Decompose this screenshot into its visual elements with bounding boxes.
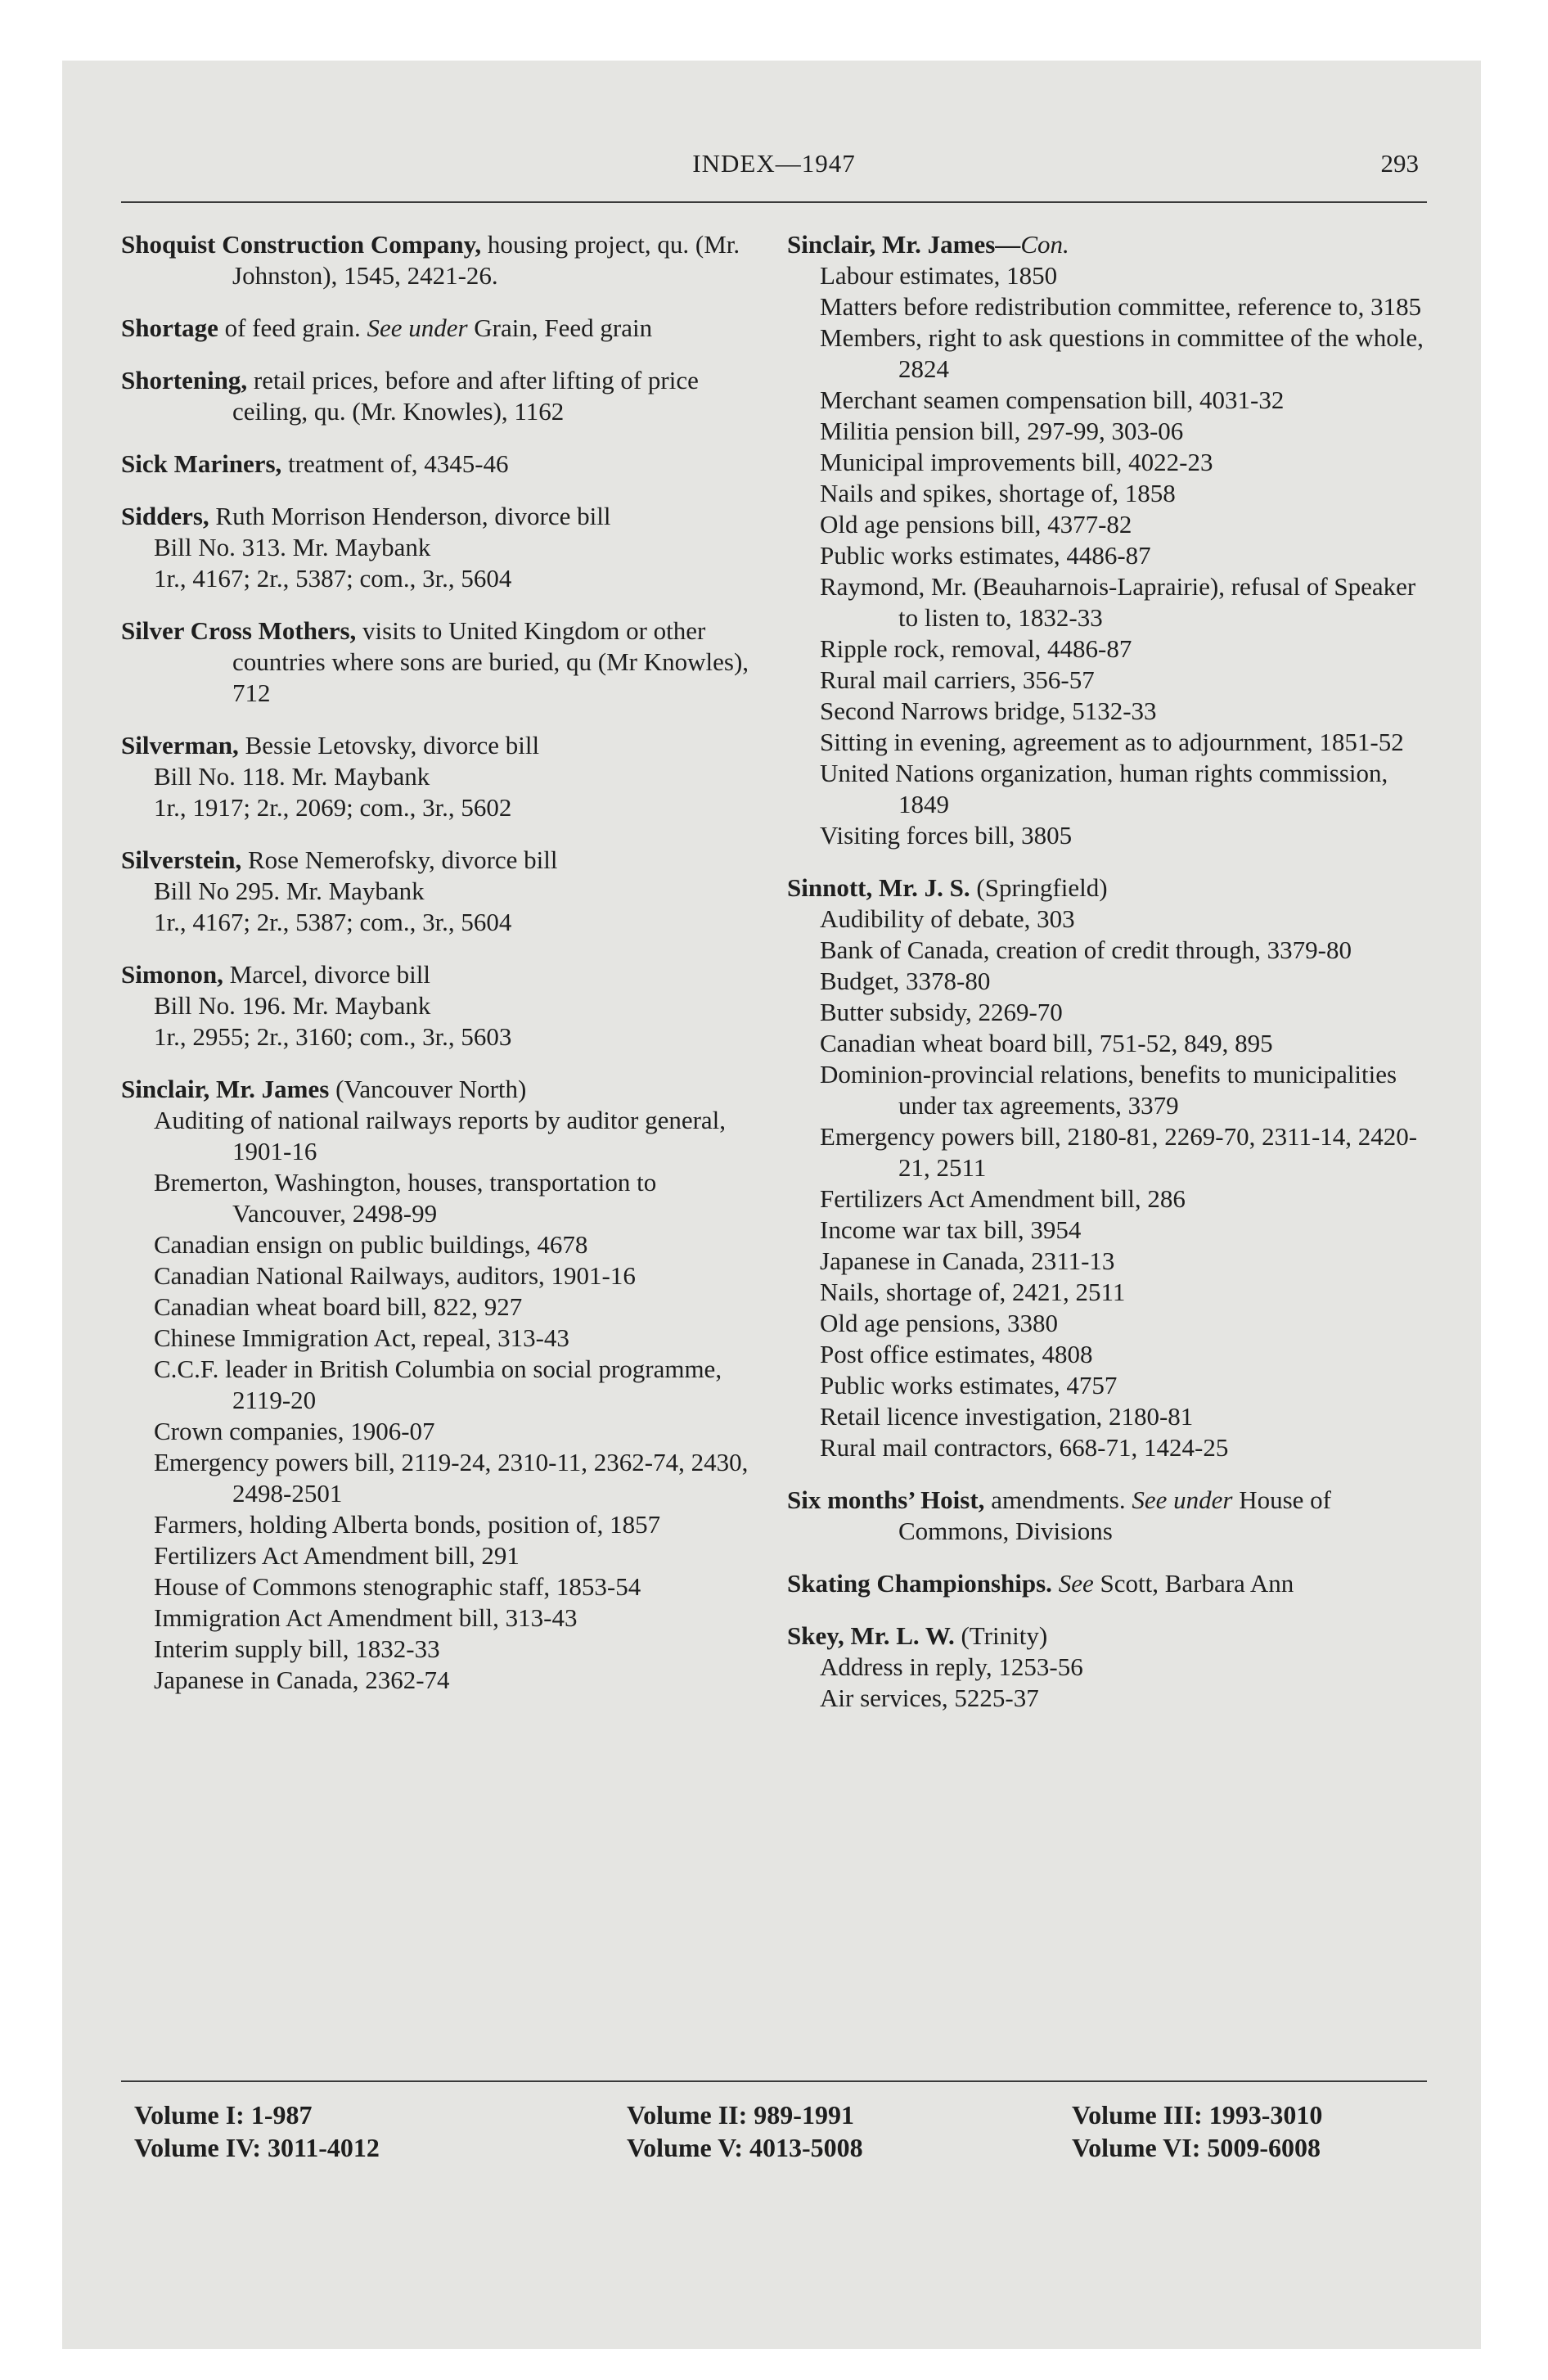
page-header [121, 149, 1427, 198]
index-entry [121, 730, 759, 823]
subentry: Militia pension bill, 297-99, 303-06 [820, 417, 1184, 445]
volume-4-range: Volume IV: 3011-4012 [134, 2133, 380, 2162]
subentry: Bank of Canada, creation of credit through, 3379-80 [820, 935, 1352, 964]
entry-term: Sinclair, Mr. James— [787, 230, 1021, 259]
page-number: 293 [1380, 149, 1419, 178]
volume-1-range: Volume I: 1-987 [134, 2100, 313, 2130]
subentry: Public works estimates, 4757 [820, 1371, 1118, 1400]
footer-rule [121, 2080, 1427, 2082]
subentry: Auditing of national railways reports by auditor general, 1901-16 [154, 1106, 727, 1165]
volume-5-range: Volume V: 4013-5008 [627, 2133, 863, 2162]
entry-term: Sinnott, Mr. J. S. [787, 873, 970, 902]
entry-text: visits to United Kingdom or other countries where sons are buried, qu (Mr Knowles), 712 [232, 616, 749, 707]
index-entry [121, 959, 759, 1053]
subentry: Emergency powers bill, 2119-24, 2310-11, 2362-74, 2430, 2498-2501 [154, 1448, 749, 1508]
entry-term: Sick Mariners, [121, 449, 282, 478]
entry-text: housing project, qu. (Mr. Johnston), 1545, 2421-26. [232, 230, 740, 290]
volume-legend-col-2 [627, 2098, 863, 2164]
subentry: Canadian wheat board bill, 822, 927 [154, 1292, 523, 1321]
subentry: Post office estimates, 4808 [820, 1340, 1093, 1368]
bill-detail-line: Bill No. 118. Mr. Maybank [154, 762, 430, 791]
entry-heading [121, 365, 759, 427]
bill-detail-line: 1r., 4167; 2r., 5387; com., 3r., 5604 [154, 908, 512, 936]
subentry: Income war tax bill, 3954 [820, 1215, 1082, 1244]
subentry: Address in reply, 1253-56 [820, 1652, 1083, 1681]
header-rule [121, 201, 1427, 203]
entry-heading [121, 229, 759, 291]
subentry: Farmers, holding Alberta bonds, position of, 1857 [154, 1510, 661, 1539]
entry-text [1052, 1569, 1059, 1598]
subentry: Fertilizers Act Amendment bill, 291 [154, 1541, 520, 1570]
subentry: Crown companies, 1906-07 [154, 1417, 435, 1445]
entry-text: Marcel, divorce bill [223, 960, 430, 989]
subentry: Second Narrows bridge, 5132-33 [820, 696, 1157, 725]
index-entry [787, 229, 1425, 851]
subentry: Air services, 5225-37 [820, 1684, 1039, 1712]
index-entry [787, 1620, 1425, 1714]
entry-text: Bessie Letovsky, divorce bill [238, 731, 540, 760]
subentry: Dominion-provincial relations, benefits to municipalities under tax agreements, 3379 [820, 1060, 1397, 1120]
subentry: Immigration Act Amendment bill, 313-43 [154, 1603, 578, 1632]
subentry: Retail licence investigation, 2180-81 [820, 1402, 1194, 1431]
entry-term: Simonon, [121, 960, 223, 989]
entry-heading [121, 845, 759, 876]
subentry: Canadian National Railways, auditors, 1901-16 [154, 1261, 636, 1290]
volume-3-range: Volume III: 1993-3010 [1072, 2100, 1323, 2130]
bill-detail-line: 1r., 1917; 2r., 2069; com., 3r., 5602 [154, 793, 512, 822]
entry-term: Silverstein, [121, 845, 242, 874]
right-column [787, 229, 1425, 2112]
entry-heading [121, 501, 759, 532]
entry-text: (Trinity) [954, 1621, 1048, 1650]
entry-heading [787, 1485, 1425, 1547]
entry-text: Ruth Morrison Henderson, divorce bill [209, 502, 611, 530]
entry-heading [121, 449, 759, 480]
entry-term: Shortening, [121, 366, 248, 394]
entry-see-reference: See under [1132, 1485, 1233, 1514]
subentry: Old age pensions, 3380 [820, 1309, 1059, 1337]
entry-term: Skey, Mr. L. W. [787, 1621, 955, 1650]
entry-heading [787, 229, 1425, 260]
subentry: Merchant seamen compensation bill, 4031-32 [820, 385, 1285, 414]
entry-heading [121, 615, 759, 709]
entry-term: Sinclair, Mr. James [121, 1075, 330, 1103]
index-entry [121, 1074, 759, 1696]
subentry: Sitting in evening, agreement as to adjournment, 1851-52 [820, 728, 1404, 756]
entry-text: House of Commons, Divisions [898, 1485, 1332, 1545]
volume-legend-col-1 [134, 2098, 380, 2164]
subentry: Interim supply bill, 1832-33 [154, 1634, 440, 1663]
subentry: Public works estimates, 4486-87 [820, 541, 1151, 570]
subentry: Old age pensions bill, 4377-82 [820, 510, 1132, 539]
subentry: Chinese Immigration Act, repeal, 313-43 [154, 1323, 569, 1352]
index-entry [121, 229, 759, 291]
entry-term: Six months’ Hoist, [787, 1485, 985, 1514]
subentry: House of Commons stenographic staff, 1853-54 [154, 1572, 641, 1601]
index-entry [121, 501, 759, 594]
subentry: Matters before redistribution committee, reference to, 3185 [820, 292, 1422, 321]
subentry: Nails, shortage of, 2421, 2511 [820, 1278, 1126, 1306]
subentry: Members, right to ask questions in committee of the whole, 2824 [820, 323, 1424, 383]
index-page [62, 61, 1481, 2349]
subentry: Audibility of debate, 303 [820, 904, 1075, 933]
subentry: Japanese in Canada, 2362-74 [154, 1666, 450, 1694]
bill-detail-line: Bill No. 196. Mr. Maybank [154, 991, 431, 1020]
index-entry [121, 615, 759, 709]
bill-detail-line: 1r., 4167; 2r., 5387; com., 3r., 5604 [154, 564, 512, 593]
subentry: C.C.F. leader in British Columbia on social programme, 2119-20 [154, 1355, 722, 1414]
subentry: United Nations organization, human rights commission, 1849 [820, 759, 1388, 818]
entry-text: of feed grain. [218, 313, 367, 342]
entry-heading [787, 1620, 1425, 1652]
index-entry [121, 313, 759, 344]
entry-text: (Springfield) [970, 873, 1108, 902]
subentry: Butter subsidy, 2269-70 [820, 998, 1063, 1026]
entry-heading [121, 730, 759, 761]
subentry: Labour estimates, 1850 [820, 261, 1058, 290]
subentry: Ripple rock, removal, 4486-87 [820, 634, 1132, 663]
entry-term: Sidders, [121, 502, 209, 530]
entry-text: Scott, Barbara Ann [1093, 1569, 1294, 1598]
index-entry [121, 365, 759, 427]
subentry: Emergency powers bill, 2180-81, 2269-70, 2311-14, 2420-21, 2511 [820, 1122, 1418, 1182]
subentry: Canadian wheat board bill, 751-52, 849, 895 [820, 1029, 1273, 1057]
entry-heading [787, 872, 1425, 904]
subentry: Fertilizers Act Amendment bill, 286 [820, 1184, 1186, 1213]
subentry: Budget, 3378-80 [820, 967, 991, 995]
bill-detail-line: 1r., 2955; 2r., 3160; com., 3r., 5603 [154, 1022, 512, 1051]
index-entry [787, 1568, 1425, 1599]
volume-2-range: Volume II: 989-1991 [627, 2100, 854, 2130]
volume-6-range: Volume VI: 5009-6008 [1072, 2133, 1321, 2162]
subentry: Raymond, Mr. (Beauharnois-Laprairie), refusal of Speaker to listen to, 1832-33 [820, 572, 1416, 632]
entry-heading [121, 313, 759, 344]
entry-term: Shoquist Construction Company, [121, 230, 482, 259]
entry-term: Silver Cross Mothers, [121, 616, 357, 645]
entry-see-reference: See under [367, 313, 468, 342]
entry-term: Shortage [121, 313, 218, 342]
entry-term: Skating Championships. [787, 1569, 1052, 1598]
subentry: Canadian ensign on public buildings, 4678 [154, 1230, 588, 1259]
index-entry [121, 845, 759, 938]
subentry: Bremerton, Washington, houses, transportation to Vancouver, 2498-99 [154, 1168, 657, 1228]
subentry: Municipal improvements bill, 4022-23 [820, 448, 1213, 476]
entry-text: treatment of, 4345-46 [281, 449, 509, 478]
volume-legend-col-3 [1072, 2098, 1322, 2164]
index-entry [787, 1485, 1425, 1547]
entry-heading [121, 1074, 759, 1105]
bill-detail-line: Bill No 295. Mr. Maybank [154, 877, 425, 905]
entry-text: retail prices, before and after lifting of price ceiling, qu. (Mr. Knowles), 1162 [232, 366, 699, 426]
entry-text: Grain, Feed grain [467, 313, 653, 342]
left-column [121, 229, 759, 2112]
subentry: Japanese in Canada, 2311-13 [820, 1246, 1115, 1275]
entry-heading [787, 1568, 1425, 1599]
subentry: Nails and spikes, shortage of, 1858 [820, 479, 1176, 507]
subentry: Rural mail carriers, 356-57 [820, 665, 1095, 694]
entry-see-reference: Con. [1020, 230, 1069, 259]
entry-text: Rose Nemerofsky, divorce bill [241, 845, 558, 874]
entry-text: (Vancouver North) [329, 1075, 527, 1103]
entry-heading [121, 959, 759, 990]
subentry: Rural mail contractors, 668-71, 1424-25 [820, 1433, 1229, 1462]
entry-term: Silverman, [121, 731, 239, 760]
entry-see-reference: See [1058, 1569, 1094, 1598]
page-title: INDEX—1947 [692, 149, 856, 178]
subentry: Visiting forces bill, 3805 [820, 821, 1073, 850]
index-entry [121, 449, 759, 480]
bill-detail-line: Bill No. 313. Mr. Maybank [154, 533, 431, 561]
entry-text: amendments. [984, 1485, 1132, 1514]
index-entry [787, 872, 1425, 1463]
